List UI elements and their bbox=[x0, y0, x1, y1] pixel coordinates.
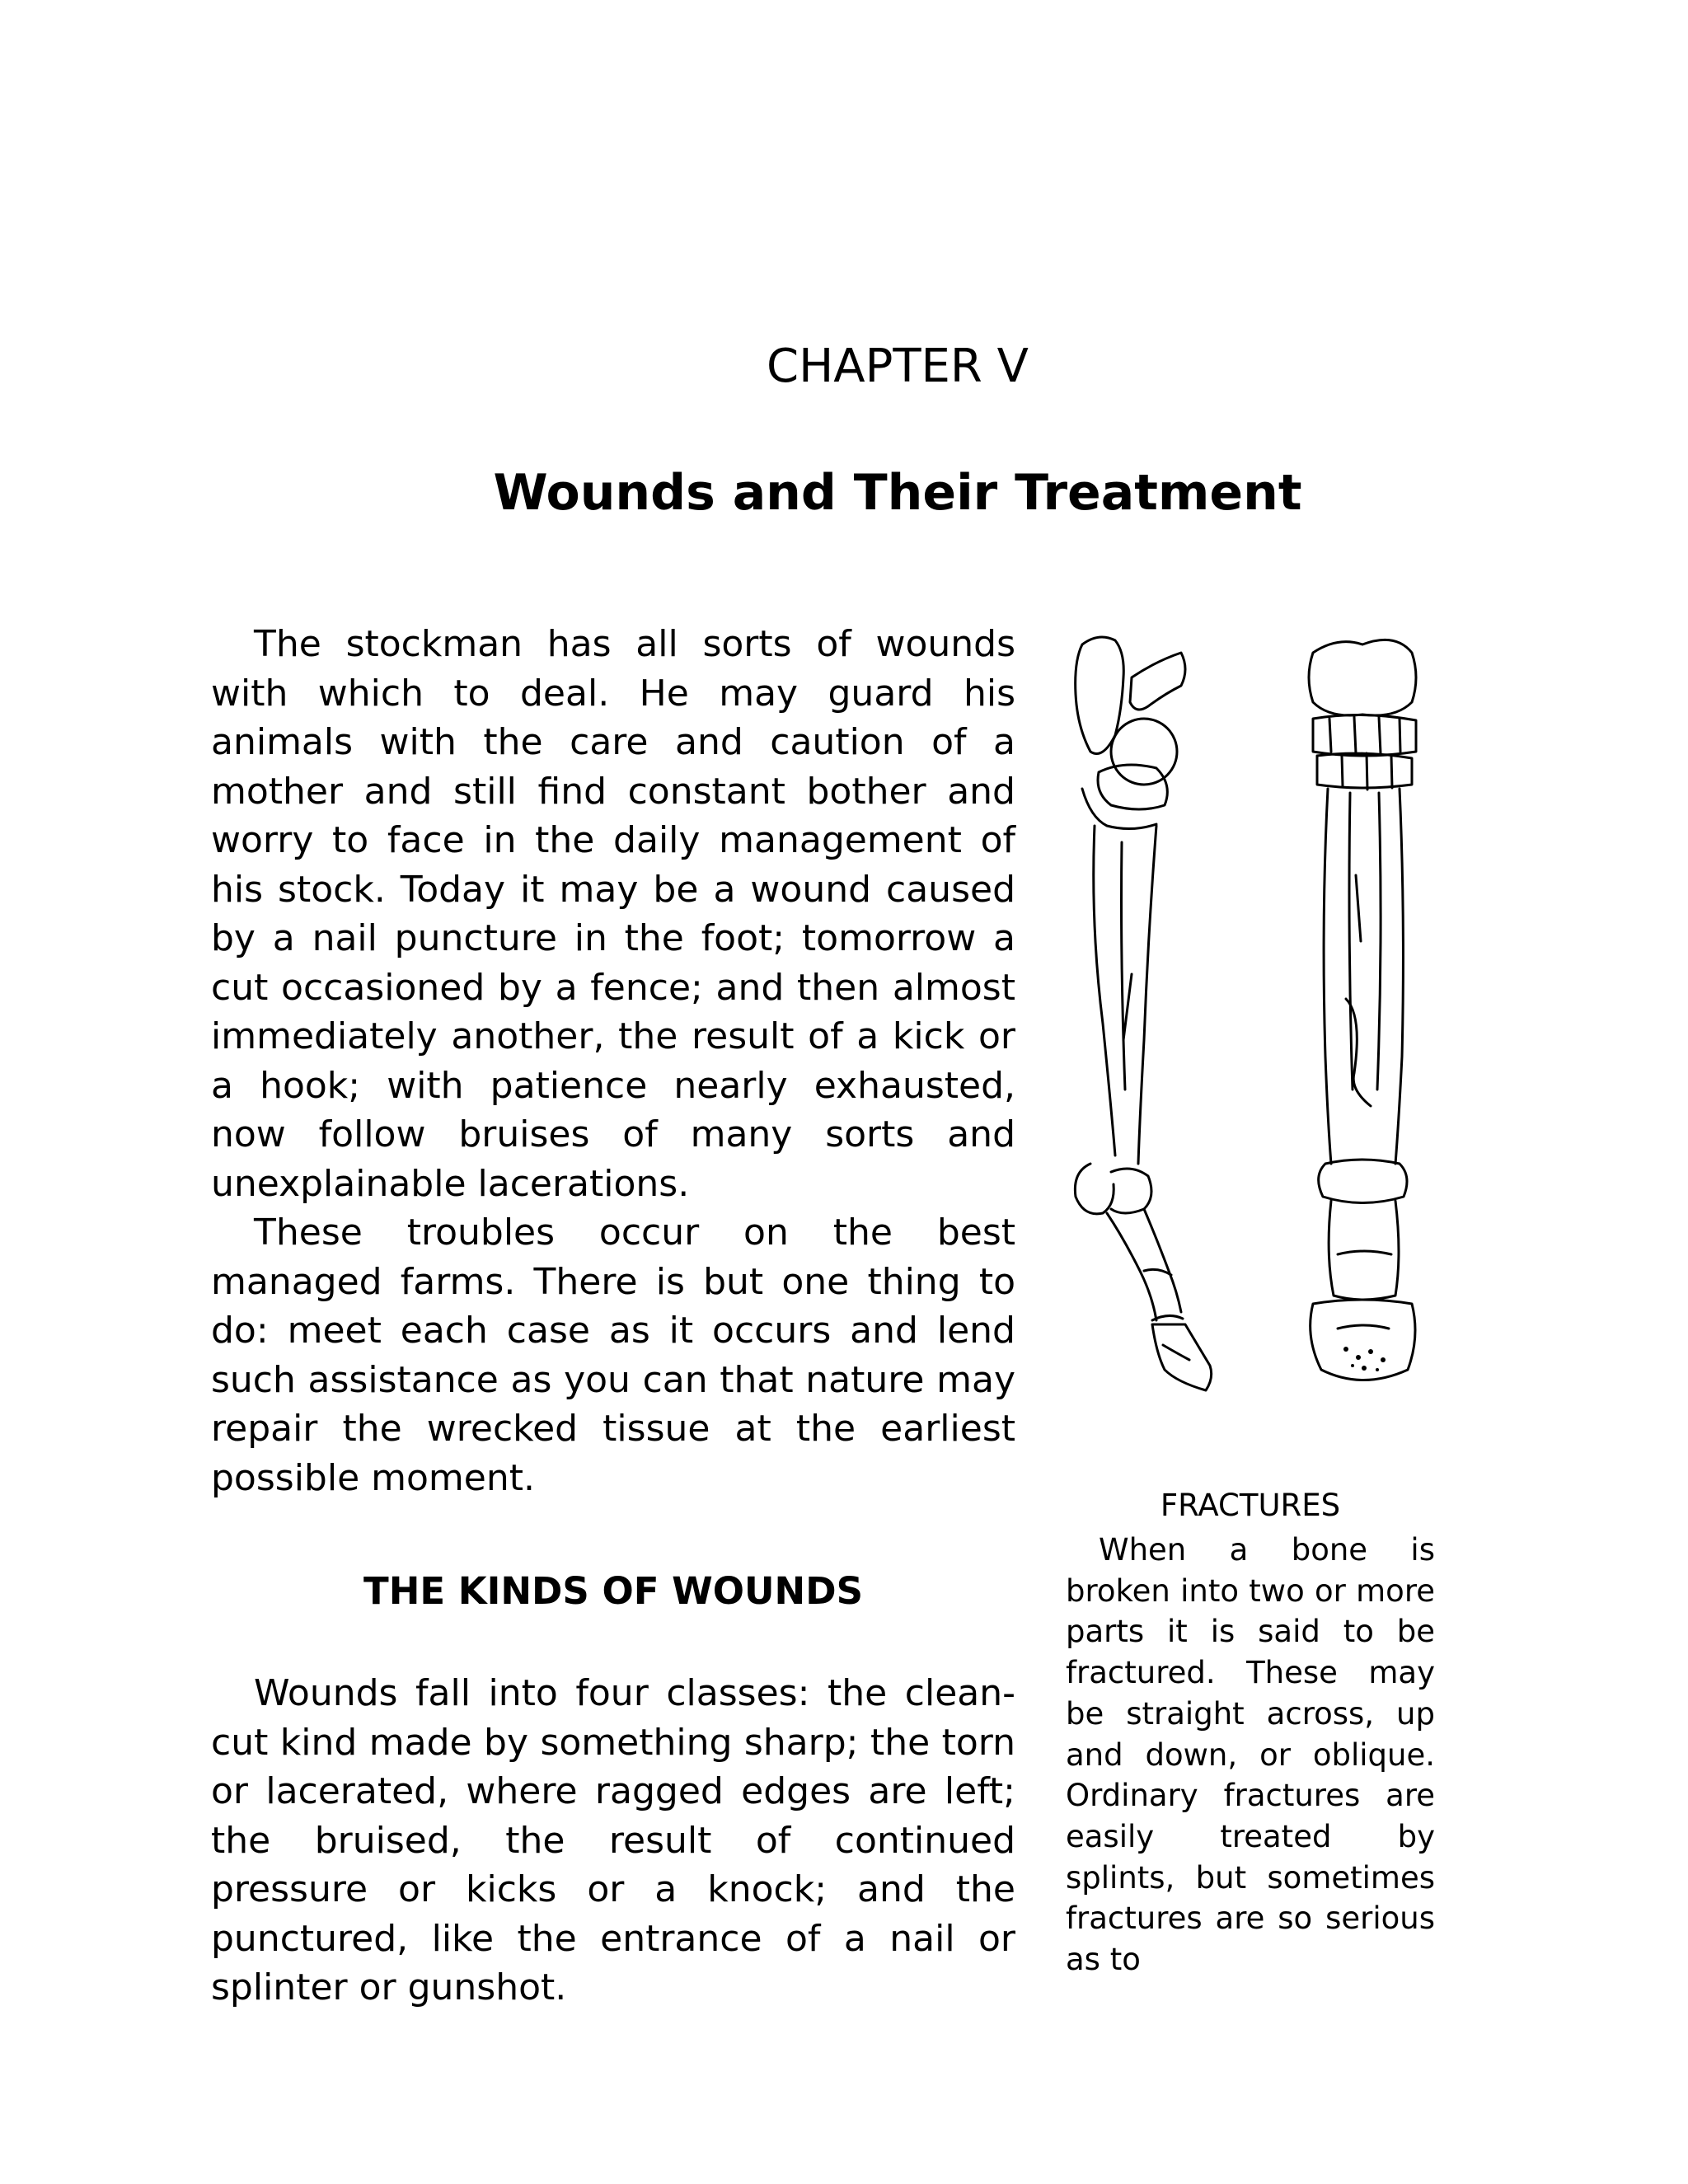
figure-caption: FRACTURES bbox=[1160, 1488, 1341, 1523]
chapter-label: CHAPTER V bbox=[767, 340, 1029, 393]
sidebar-text-fractures: When a bone is broken into two or more parts it is said to be fractured. These may be straight across, up and down, or oblique. Ordinary fractures are easily treated by splints, but sometimes fractures are so serious as to bbox=[1066, 1532, 1435, 1978]
leg-bones-illustration bbox=[1066, 628, 1435, 1452]
paragraph-troubles: These troubles occur on the best managed farms. There is but one thing to do: meet each case as it occurs and lend such assistance as you can that nature may repair the wrecked tissue at the earliest possible moment. bbox=[211, 1212, 1015, 1499]
section-heading: THE KINDS OF WOUNDS bbox=[363, 1569, 863, 1613]
paragraph-wound-classes: Wounds fall into four classes: the clean-cut kind made by something sharp; the torn or lacerated, where ragged edges are left; the bruised, the result of continued pressure or kicks or a knock; and the punctured, like the entrance of a nail or splinter or gunshot. bbox=[211, 1672, 1015, 2008]
main-text-column bbox=[211, 620, 1015, 2013]
chapter-title: Wounds and Their Treatment bbox=[493, 464, 1302, 522]
sidebar-column bbox=[1066, 628, 1435, 1980]
paragraph-intro: The stockman has all sorts of wounds with which to deal. He may guard his animals with the care and caution of a mother and still find constant bother and worry to face in the daily management of his stock. Today it may be a wound caused by a nail puncture in the foot; tomorrow a cut occasioned by a fence; and then almost immediately another, the result of a kick or a hook; with patience nearly exhausted, now follow bruises of many sorts and unexplainable lacerations. bbox=[211, 623, 1015, 1205]
